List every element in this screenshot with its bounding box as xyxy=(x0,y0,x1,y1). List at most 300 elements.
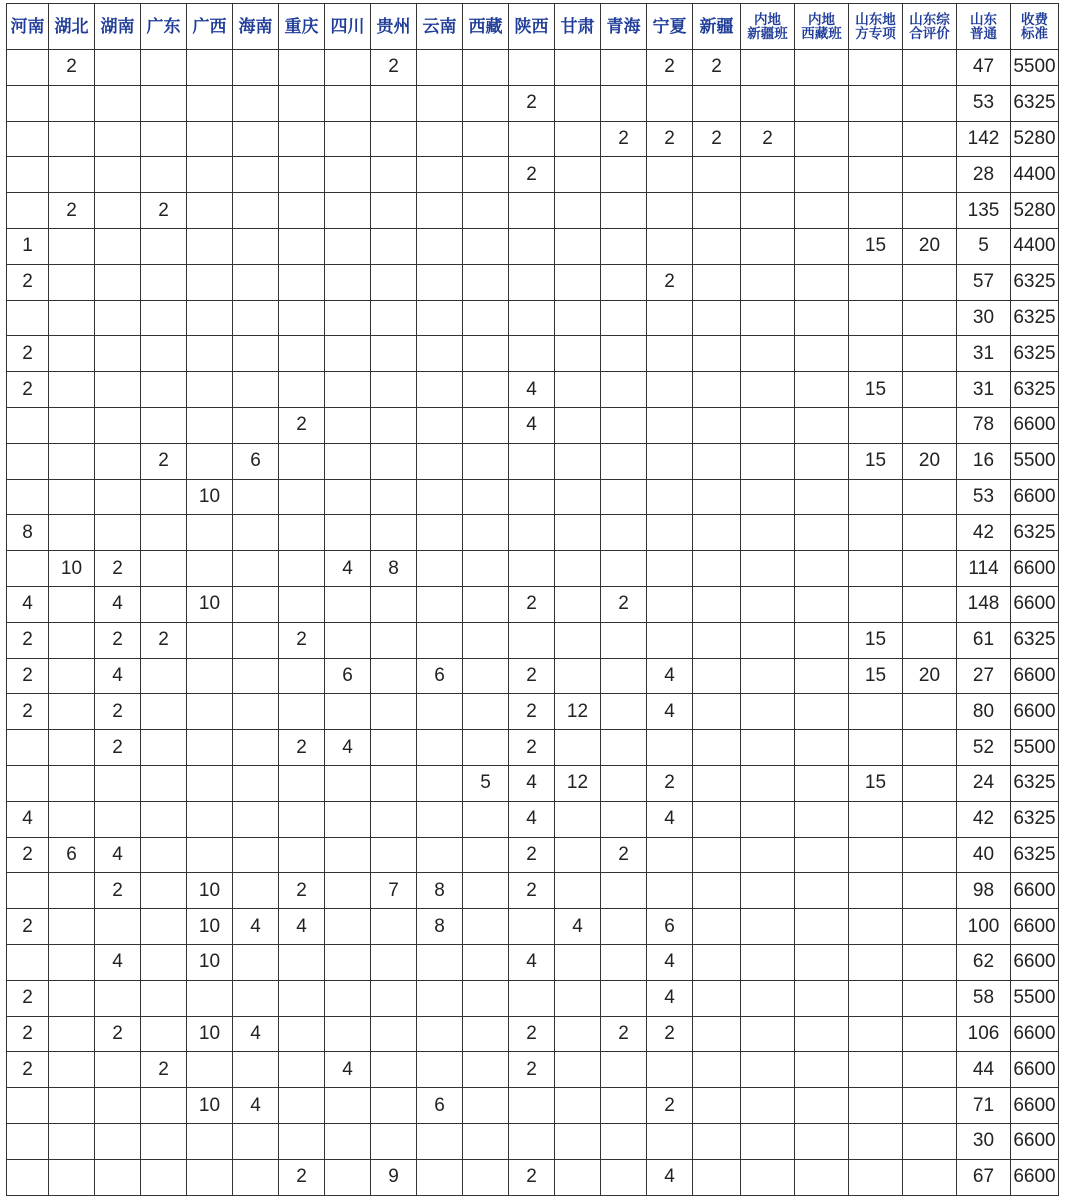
table-cell: 2 xyxy=(141,622,187,658)
column-header xyxy=(325,4,371,50)
column-header xyxy=(957,4,1011,50)
table-cell xyxy=(693,85,741,121)
table-cell xyxy=(555,801,601,837)
table-cell xyxy=(7,443,49,479)
table-cell: 2 xyxy=(7,622,49,658)
table-cell xyxy=(279,837,325,873)
table-cell xyxy=(325,873,371,909)
table-cell xyxy=(693,1088,741,1124)
table-cell xyxy=(463,1088,509,1124)
table-cell xyxy=(903,515,957,551)
table-cell xyxy=(693,909,741,945)
table-cell: 6600 xyxy=(1011,944,1059,980)
table-cell xyxy=(795,551,849,587)
table-row xyxy=(7,85,1059,121)
table-cell: 6 xyxy=(417,1088,463,1124)
table-cell xyxy=(187,300,233,336)
table-cell xyxy=(279,443,325,479)
table-cell xyxy=(95,407,141,443)
table-cell xyxy=(279,157,325,193)
table-cell xyxy=(417,1016,463,1052)
table-cell: 15 xyxy=(849,765,903,801)
table-cell xyxy=(233,479,279,515)
table-cell xyxy=(371,121,417,157)
table-cell: 8 xyxy=(371,551,417,587)
table-cell xyxy=(693,765,741,801)
table-cell xyxy=(693,551,741,587)
table-cell: 6600 xyxy=(1011,694,1059,730)
table-cell xyxy=(49,228,95,264)
table-cell xyxy=(849,1052,903,1088)
table-cell xyxy=(647,85,693,121)
table-cell: 4 xyxy=(647,944,693,980)
table-cell xyxy=(601,157,647,193)
table-cell xyxy=(647,372,693,408)
table-cell xyxy=(7,1123,49,1159)
table-row xyxy=(7,1052,1059,1088)
table-cell: 4 xyxy=(509,765,555,801)
table-cell: 4 xyxy=(555,909,601,945)
table-cell xyxy=(95,50,141,86)
table-cell xyxy=(95,372,141,408)
table-cell: 4400 xyxy=(1011,157,1059,193)
table-row xyxy=(7,336,1059,372)
table-cell xyxy=(463,515,509,551)
table-cell: 15 xyxy=(849,622,903,658)
column-header-line: 广东 xyxy=(146,16,181,37)
table-cell xyxy=(849,909,903,945)
table-cell xyxy=(463,372,509,408)
table-cell xyxy=(903,622,957,658)
column-header-line: 新疆 xyxy=(699,16,734,37)
table-cell xyxy=(417,837,463,873)
table-cell: 4 xyxy=(647,658,693,694)
table-cell: 6 xyxy=(647,909,693,945)
column-header xyxy=(741,4,795,50)
table-cell xyxy=(279,336,325,372)
table-cell: 6325 xyxy=(1011,515,1059,551)
table-cell: 10 xyxy=(187,479,233,515)
table-cell xyxy=(325,228,371,264)
table-cell xyxy=(325,909,371,945)
table-cell xyxy=(601,873,647,909)
table-cell xyxy=(509,300,555,336)
table-cell xyxy=(371,228,417,264)
table-cell xyxy=(233,765,279,801)
table-cell xyxy=(741,228,795,264)
table-cell xyxy=(49,658,95,694)
table-cell xyxy=(279,121,325,157)
table-cell xyxy=(693,1159,741,1195)
table-cell: 61 xyxy=(957,622,1011,658)
column-header xyxy=(7,4,49,50)
table-cell xyxy=(325,193,371,229)
column-header xyxy=(903,4,957,50)
table-row xyxy=(7,50,1059,86)
table-cell xyxy=(555,873,601,909)
table-cell xyxy=(7,157,49,193)
column-header-line: 收费 xyxy=(1021,11,1048,28)
table-cell: 42 xyxy=(957,515,1011,551)
table-cell xyxy=(693,443,741,479)
table-cell xyxy=(647,336,693,372)
table-cell xyxy=(601,694,647,730)
table-cell xyxy=(371,765,417,801)
table-cell xyxy=(555,443,601,479)
table-cell xyxy=(95,228,141,264)
table-cell xyxy=(555,1123,601,1159)
table-cell xyxy=(49,1123,95,1159)
table-cell xyxy=(49,1016,95,1052)
table-cell xyxy=(601,85,647,121)
table-cell: 6 xyxy=(325,658,371,694)
table-cell xyxy=(233,873,279,909)
table-cell xyxy=(325,479,371,515)
table-cell xyxy=(49,121,95,157)
quota-table-container xyxy=(6,3,1059,1196)
table-cell xyxy=(279,1088,325,1124)
table-cell: 6 xyxy=(233,443,279,479)
table-cell xyxy=(141,909,187,945)
table-cell: 98 xyxy=(957,873,1011,909)
table-cell: 2 xyxy=(647,1088,693,1124)
table-cell xyxy=(233,85,279,121)
table-cell xyxy=(7,765,49,801)
table-cell xyxy=(693,873,741,909)
table-cell xyxy=(903,50,957,86)
column-header-line: 合评价 xyxy=(909,25,950,42)
table-row xyxy=(7,980,1059,1016)
column-header-line: 云南 xyxy=(422,16,457,37)
table-cell: 53 xyxy=(957,85,1011,121)
column-header-line: 宁夏 xyxy=(652,16,687,37)
table-cell xyxy=(187,336,233,372)
table-cell xyxy=(463,300,509,336)
table-cell xyxy=(233,944,279,980)
table-cell xyxy=(279,228,325,264)
table-cell xyxy=(601,479,647,515)
table-cell: 114 xyxy=(957,551,1011,587)
table-cell xyxy=(141,515,187,551)
table-cell xyxy=(325,85,371,121)
table-cell xyxy=(509,622,555,658)
table-cell xyxy=(95,1159,141,1195)
table-cell xyxy=(279,1016,325,1052)
table-cell xyxy=(279,1052,325,1088)
table-cell xyxy=(371,515,417,551)
table-cell xyxy=(555,121,601,157)
table-cell xyxy=(279,515,325,551)
table-cell xyxy=(903,1159,957,1195)
table-cell xyxy=(325,1159,371,1195)
table-cell xyxy=(7,193,49,229)
table-cell: 2 xyxy=(509,157,555,193)
column-header xyxy=(601,4,647,50)
table-cell xyxy=(325,801,371,837)
table-cell xyxy=(417,300,463,336)
table-cell: 20 xyxy=(903,228,957,264)
table-cell xyxy=(7,85,49,121)
table-cell xyxy=(849,264,903,300)
table-cell: 6600 xyxy=(1011,479,1059,515)
table-cell: 2 xyxy=(693,121,741,157)
table-cell xyxy=(741,980,795,1016)
table-cell: 4 xyxy=(279,909,325,945)
column-header-line: 陕西 xyxy=(514,16,549,37)
table-cell xyxy=(463,1052,509,1088)
table-cell xyxy=(187,730,233,766)
table-cell: 6325 xyxy=(1011,336,1059,372)
table-cell xyxy=(95,765,141,801)
table-cell xyxy=(233,694,279,730)
table-cell: 4 xyxy=(509,801,555,837)
table-cell: 4 xyxy=(647,801,693,837)
table-cell: 15 xyxy=(849,372,903,408)
table-cell xyxy=(509,909,555,945)
table-cell xyxy=(601,264,647,300)
table-row xyxy=(7,586,1059,622)
table-cell xyxy=(903,586,957,622)
table-cell xyxy=(371,622,417,658)
table-row xyxy=(7,551,1059,587)
table-cell xyxy=(741,586,795,622)
table-cell xyxy=(7,944,49,980)
table-cell xyxy=(849,873,903,909)
table-cell xyxy=(555,336,601,372)
table-cell xyxy=(233,658,279,694)
table-cell xyxy=(463,479,509,515)
table-cell: 2 xyxy=(49,50,95,86)
table-cell xyxy=(555,50,601,86)
table-cell xyxy=(187,1159,233,1195)
table-cell: 6325 xyxy=(1011,622,1059,658)
table-cell: 6 xyxy=(49,837,95,873)
table-cell xyxy=(903,1123,957,1159)
table-cell xyxy=(417,551,463,587)
table-cell xyxy=(903,801,957,837)
table-row xyxy=(7,944,1059,980)
table-cell xyxy=(555,980,601,1016)
table-cell: 6 xyxy=(417,658,463,694)
table-cell xyxy=(141,801,187,837)
table-cell: 1 xyxy=(7,228,49,264)
table-cell: 6325 xyxy=(1011,801,1059,837)
table-cell xyxy=(795,300,849,336)
table-cell xyxy=(555,264,601,300)
table-cell: 2 xyxy=(647,1016,693,1052)
table-cell xyxy=(7,551,49,587)
table-cell xyxy=(693,336,741,372)
table-cell xyxy=(693,730,741,766)
table-row xyxy=(7,157,1059,193)
table-cell xyxy=(693,300,741,336)
table-cell xyxy=(647,407,693,443)
table-cell xyxy=(555,372,601,408)
table-cell xyxy=(741,1016,795,1052)
table-cell xyxy=(555,586,601,622)
table-cell xyxy=(325,944,371,980)
table-cell: 2 xyxy=(7,336,49,372)
table-cell xyxy=(49,909,95,945)
table-cell: 2 xyxy=(647,121,693,157)
table-cell xyxy=(509,515,555,551)
table-cell: 2 xyxy=(509,694,555,730)
table-cell xyxy=(741,300,795,336)
table-cell xyxy=(417,1159,463,1195)
table-cell xyxy=(141,873,187,909)
table-cell: 8 xyxy=(417,873,463,909)
table-cell xyxy=(741,551,795,587)
table-cell xyxy=(795,909,849,945)
table-cell xyxy=(371,85,417,121)
header-row xyxy=(7,4,1059,50)
table-cell xyxy=(601,50,647,86)
table-cell xyxy=(49,264,95,300)
table-cell xyxy=(187,801,233,837)
column-header xyxy=(141,4,187,50)
table-cell xyxy=(555,622,601,658)
table-cell xyxy=(849,730,903,766)
table-cell xyxy=(141,1159,187,1195)
table-cell: 2 xyxy=(7,264,49,300)
table-cell: 2 xyxy=(601,1016,647,1052)
table-cell xyxy=(187,765,233,801)
table-cell xyxy=(647,837,693,873)
table-row xyxy=(7,1088,1059,1124)
table-cell: 58 xyxy=(957,980,1011,1016)
table-cell xyxy=(795,157,849,193)
table-cell: 5500 xyxy=(1011,730,1059,766)
table-cell xyxy=(417,407,463,443)
column-header xyxy=(647,4,693,50)
table-cell xyxy=(741,443,795,479)
column-header xyxy=(849,4,903,50)
table-cell: 10 xyxy=(187,1016,233,1052)
table-cell: 2 xyxy=(509,1159,555,1195)
table-cell xyxy=(141,730,187,766)
table-cell: 16 xyxy=(957,443,1011,479)
table-cell xyxy=(371,1123,417,1159)
table-cell xyxy=(95,336,141,372)
table-cell xyxy=(509,1088,555,1124)
table-cell xyxy=(555,837,601,873)
table-cell xyxy=(741,944,795,980)
table-cell xyxy=(187,443,233,479)
table-cell xyxy=(371,300,417,336)
table-cell: 6600 xyxy=(1011,873,1059,909)
table-cell xyxy=(903,1052,957,1088)
table-cell xyxy=(795,443,849,479)
table-cell xyxy=(693,157,741,193)
table-cell xyxy=(795,980,849,1016)
table-cell xyxy=(233,264,279,300)
table-cell xyxy=(647,1052,693,1088)
table-cell xyxy=(141,479,187,515)
table-cell xyxy=(555,730,601,766)
table-row xyxy=(7,407,1059,443)
table-cell xyxy=(325,50,371,86)
table-cell: 2 xyxy=(509,730,555,766)
table-cell xyxy=(49,515,95,551)
table-row xyxy=(7,515,1059,551)
table-cell xyxy=(903,694,957,730)
table-cell xyxy=(555,944,601,980)
table-cell: 30 xyxy=(957,1123,1011,1159)
table-cell: 8 xyxy=(417,909,463,945)
table-cell: 10 xyxy=(187,909,233,945)
table-cell xyxy=(795,944,849,980)
table-cell xyxy=(187,694,233,730)
table-cell xyxy=(741,873,795,909)
table-cell xyxy=(601,658,647,694)
table-cell: 4 xyxy=(647,1159,693,1195)
table-cell xyxy=(187,551,233,587)
table-cell xyxy=(795,1088,849,1124)
table-cell xyxy=(463,551,509,587)
table-cell: 2 xyxy=(509,85,555,121)
table-cell xyxy=(741,85,795,121)
table-cell xyxy=(555,85,601,121)
table-row xyxy=(7,300,1059,336)
table-cell xyxy=(187,407,233,443)
table-cell xyxy=(233,586,279,622)
table-cell xyxy=(903,193,957,229)
table-cell xyxy=(279,264,325,300)
table-cell: 2 xyxy=(7,837,49,873)
table-cell xyxy=(141,228,187,264)
table-row xyxy=(7,765,1059,801)
table-cell xyxy=(647,300,693,336)
table-cell xyxy=(233,300,279,336)
column-header-line: 标准 xyxy=(1021,25,1048,42)
table-cell xyxy=(795,193,849,229)
table-cell xyxy=(463,443,509,479)
table-cell xyxy=(279,658,325,694)
table-cell xyxy=(325,765,371,801)
table-cell: 67 xyxy=(957,1159,1011,1195)
table-cell xyxy=(371,157,417,193)
table-cell xyxy=(463,586,509,622)
table-cell xyxy=(903,837,957,873)
table-cell xyxy=(141,586,187,622)
table-cell xyxy=(741,1159,795,1195)
table-row xyxy=(7,730,1059,766)
table-cell xyxy=(903,1016,957,1052)
table-row xyxy=(7,479,1059,515)
table-cell: 2 xyxy=(7,694,49,730)
table-cell xyxy=(49,372,95,408)
table-cell xyxy=(141,694,187,730)
column-header xyxy=(1011,4,1059,50)
table-cell xyxy=(49,944,95,980)
table-cell xyxy=(279,551,325,587)
column-header-line: 四川 xyxy=(330,16,365,37)
column-header-line: 河南 xyxy=(10,16,45,37)
table-cell xyxy=(233,372,279,408)
table-cell: 71 xyxy=(957,1088,1011,1124)
table-cell: 4 xyxy=(325,730,371,766)
table-cell: 2 xyxy=(601,586,647,622)
table-cell xyxy=(325,1123,371,1159)
table-cell: 2 xyxy=(279,1159,325,1195)
table-cell xyxy=(849,944,903,980)
table-cell xyxy=(693,837,741,873)
table-cell xyxy=(693,694,741,730)
table-cell xyxy=(463,50,509,86)
table-cell xyxy=(95,193,141,229)
table-cell: 2 xyxy=(601,121,647,157)
table-cell: 10 xyxy=(187,1088,233,1124)
